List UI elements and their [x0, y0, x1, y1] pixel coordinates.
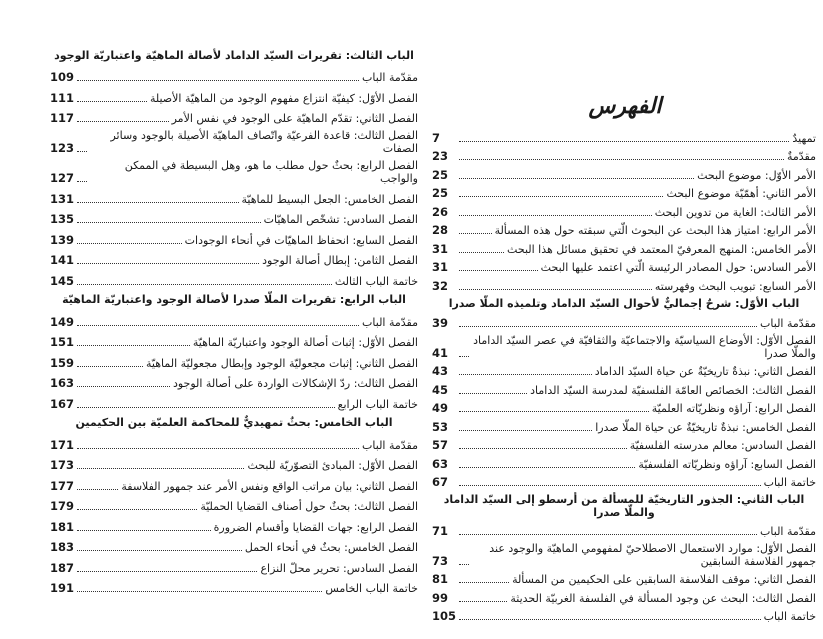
page-number: 131	[50, 191, 75, 206]
part-heading: الباب الثاني: الجذور التاريخيّة للمسألة من أرسطو إلى السيّد الداماد والملّا صدرا	[443, 493, 805, 519]
dot-leader	[77, 202, 239, 203]
dot-leader	[77, 181, 87, 182]
page-number: 99	[432, 590, 449, 605]
toc-entry[interactable]	[50, 208, 418, 229]
toc-entry[interactable]	[432, 436, 816, 455]
page-number: 111	[50, 90, 75, 105]
toc-entry[interactable]	[50, 392, 418, 413]
entry-title: خاتمة الباب	[763, 610, 816, 623]
dot-leader	[77, 489, 118, 490]
page-number: 171	[50, 437, 75, 452]
dot-leader	[459, 485, 761, 486]
dot-leader	[459, 196, 663, 197]
page-number: 187	[50, 560, 75, 575]
page-number: 159	[50, 355, 75, 370]
page-number: 26	[432, 204, 449, 219]
entry-title: الفصل السادس: تشخّص الماهيّات	[263, 213, 418, 226]
toc-entry[interactable]	[432, 540, 816, 570]
page-number: 43	[432, 364, 449, 378]
dot-leader	[77, 151, 87, 152]
entry-title: الفصل الرابع: بحثٌ حول مطلب ما هو، وهل البسيطة في الممكن والواجب	[124, 159, 418, 185]
toc-entry[interactable]	[50, 107, 418, 128]
page-number: 32	[432, 278, 449, 293]
dot-leader	[77, 591, 322, 592]
page-number: 151	[50, 335, 75, 349]
page-number: 139	[50, 232, 75, 247]
dot-leader	[459, 233, 492, 234]
toc-entry[interactable]	[50, 249, 418, 270]
dot-leader	[77, 325, 359, 326]
dot-leader	[77, 448, 359, 449]
dot-leader	[77, 345, 190, 346]
page-number: 167	[50, 396, 75, 411]
page-number: 25	[432, 167, 449, 182]
page-number: 63	[432, 456, 449, 471]
toc-right-column	[432, 128, 816, 625]
dot-leader	[77, 101, 147, 102]
toc-entry[interactable]	[432, 165, 816, 184]
toc-entry[interactable]	[432, 221, 816, 240]
entry-title: الفصل الأوّل: المبادئ التصوّريّة للبحث	[247, 459, 418, 472]
page-number: 179	[50, 499, 75, 513]
toc-entry[interactable]	[50, 556, 418, 577]
entry-title: الفصل الثالث: الخصائص العامّة الفلسفيّة لمدرسة السيّد الداماد	[530, 383, 816, 397]
entry-title: الفصل الرابع: جهات القضايا وأقسام الضرورة	[213, 520, 418, 534]
dot-leader	[459, 601, 507, 602]
dot-leader	[459, 252, 504, 253]
page-number: 57	[432, 438, 449, 452]
entry-title: الأمر الأوّل: موضوع البحث	[697, 168, 816, 182]
page-number: 105	[432, 609, 457, 623]
entry-title: الفصل الثالث: البحث عن وجود المسألة في الفلسفة الغربيّة الحديثة	[510, 591, 816, 605]
dot-leader	[459, 534, 757, 535]
toc-entry[interactable]	[432, 570, 816, 589]
entry-title: الفصل الأوّل: كيفيّة انتزاع مفهوم الوجود من الماهيّة الأصيلة	[149, 91, 418, 105]
dot-leader	[459, 430, 592, 431]
entry-title: الفصل الثاني: موقف الفلاسفة السابقين على الحكيمين من المسألة	[512, 573, 816, 586]
dot-leader	[77, 80, 359, 81]
page-number: 173	[50, 458, 75, 472]
entry-title: الفصل الخامس: الجعل البسيط للماهيّة	[241, 192, 418, 206]
entry-title: الفصل السابع: آراؤه ونظريّاته الفلسفيّة	[638, 457, 816, 471]
entry-title: خاتمة الباب الثالث	[334, 274, 418, 288]
toc-entry[interactable]	[50, 127, 418, 157]
toc-left-column	[50, 45, 418, 597]
entry-title: مقدّمةٌ	[786, 150, 816, 163]
toc-entry[interactable]	[50, 228, 418, 249]
page-number: 73	[432, 553, 449, 568]
dot-leader	[77, 263, 259, 264]
entry-title: الفصل السابع: انحفاظ الماهيّات في أنحاء الوجودات	[184, 233, 418, 247]
dot-leader	[459, 159, 784, 160]
entry-title: الفصل الخامس: بحثٌ في أنحاء الحمل	[244, 541, 418, 554]
entry-title: الأمر الرابع: امتياز هذا البحث عن البحوث الّتي سبقته حول هذه المسألة	[494, 224, 816, 237]
dot-leader	[77, 407, 335, 408]
page-number: 127	[50, 171, 75, 185]
toc-entry[interactable]	[432, 588, 816, 607]
page-number: 53	[432, 419, 449, 434]
dot-leader	[459, 411, 649, 412]
toc-entry[interactable]	[50, 66, 418, 87]
dot-leader	[77, 284, 332, 285]
dot-leader	[77, 386, 170, 387]
entry-title: الفصل الأوّل: إثبات أصالة الوجود واعتباريّة الماهيّة	[192, 336, 418, 349]
dot-leader	[459, 270, 538, 271]
dot-leader	[459, 374, 592, 375]
toc-entry[interactable]	[50, 495, 418, 516]
dot-leader	[459, 356, 469, 357]
part-heading: الباب الخامس: بحثٌ تمهيديٌّ للمحاكمة العلميّة بين الحكيمين	[75, 416, 393, 430]
entry-title: الفصل الرابع: آراؤه ونظريّاته العلميّة	[651, 402, 816, 415]
dot-leader	[77, 243, 182, 244]
dot-leader	[459, 564, 469, 565]
toc-entry[interactable]	[50, 310, 418, 331]
page-number: 145	[50, 273, 75, 288]
toc-entry[interactable]	[50, 577, 418, 598]
toc-entry[interactable]	[432, 276, 816, 295]
dot-leader	[459, 467, 635, 468]
entry-title: الأمر الخامس: المنهج المعرفيّ المعتمد في تحقيق مسائل هذا البحث	[507, 242, 816, 256]
toc-entry[interactable]	[432, 362, 816, 381]
entry-title: خاتمة الباب الخامس	[325, 582, 418, 595]
page-number: 31	[432, 241, 449, 256]
toc-entry[interactable]	[432, 607, 816, 626]
dot-leader	[77, 509, 197, 510]
page-number: 28	[432, 223, 449, 237]
toc-entry[interactable]	[50, 269, 418, 290]
dot-leader	[459, 215, 652, 216]
entry-title: الفصل السادس: تحرير محلّ النزاع	[260, 561, 418, 575]
dot-leader	[77, 366, 143, 367]
part-heading: الباب الرابع: تقريرات الملّا صدرا لأصالة الوجود واعتباريّة الماهيّة	[62, 293, 406, 307]
toc-entry[interactable]	[50, 515, 418, 536]
page-number: 123	[50, 141, 75, 155]
dot-leader	[77, 222, 261, 223]
entry-title: الفصل الثالث: بحثٌ حول أصناف القضايا الحمليّة	[200, 500, 418, 513]
toc-entry[interactable]	[432, 473, 816, 492]
entry-title: مقدّمة الباب	[362, 71, 418, 84]
entry-title: مقدّمة الباب	[362, 438, 418, 452]
toc-entry[interactable]	[432, 258, 816, 277]
toc-entry[interactable]	[50, 331, 418, 352]
toc-entry[interactable]	[432, 521, 816, 540]
entry-title: الأمر الثاني: أهمّيّة موضوع البحث	[666, 187, 816, 200]
entry-title: الفصل السادس: معالم مدرسته الفلسفيّة	[629, 439, 816, 452]
dot-leader	[77, 121, 169, 122]
toc-entry[interactable]	[50, 157, 418, 187]
page-title: الفهرس	[588, 94, 662, 119]
entry-title: مقدّمة الباب	[760, 524, 816, 538]
entry-title: مقدّمة الباب	[760, 316, 816, 330]
entry-title: الفصل الخامس: نبذةٌ تاريخيّةٌ عن حياة الملّا صدرا	[595, 420, 816, 434]
page-number: 183	[50, 540, 75, 554]
toc-entry[interactable]	[50, 433, 418, 454]
dot-leader	[77, 530, 211, 531]
entry-title: الفصل الثاني: نبذةٌ تاريخيّةٌ عن حياة السيّد الداماد	[594, 365, 816, 378]
page-number: 149	[50, 314, 75, 329]
toc-entry[interactable]	[50, 536, 418, 557]
page-number: 25	[432, 186, 449, 200]
page-number: 117	[50, 111, 75, 125]
dot-leader	[77, 571, 257, 572]
dot-leader	[459, 582, 509, 583]
page-number: 45	[432, 382, 449, 397]
page-number: 191	[50, 581, 75, 595]
toc-entry[interactable]	[432, 239, 816, 258]
entry-title: الفصل الثاني: تقدّم الماهيّة على الوجود في نفس الأمر	[171, 112, 418, 125]
toc-entry[interactable]	[432, 184, 816, 203]
part-heading: الباب الأوّل: شرحٌ إجماليٌّ لأحوال السيّد الداماد وتلميذه الملّا صدرا	[448, 297, 800, 311]
toc-entry[interactable]	[432, 128, 816, 147]
toc-entry[interactable]	[432, 313, 816, 332]
entry-title: الأمر السادس: حول المصادر الرئيسة الّتي اعتمد عليها البحث	[540, 261, 816, 274]
entry-title: الفصل الثالث: ردّ الإشكالات الواردة على أصالة الوجود	[172, 377, 418, 390]
toc-entry[interactable]	[50, 86, 418, 107]
toc-entry[interactable]	[50, 474, 418, 495]
dot-leader	[77, 468, 244, 469]
toc-entry[interactable]	[432, 454, 816, 473]
entry-title: تمهيدٌ	[792, 131, 816, 145]
dot-leader	[459, 289, 652, 290]
toc-entry[interactable]	[432, 380, 816, 399]
page-number: 135	[50, 212, 75, 226]
page-number: 41	[432, 345, 449, 360]
page-number: 109	[50, 70, 75, 84]
page-number: 39	[432, 315, 449, 330]
entry-title: الفصل الثاني: إثبات مجعوليّة الوجود وإبطال مجعوليّة الماهيّة	[146, 356, 418, 370]
page-number: 163	[50, 376, 75, 390]
toc-entry[interactable]	[432, 147, 816, 166]
page-number: 49	[432, 401, 449, 415]
toc-entry[interactable]	[432, 399, 816, 418]
part-heading: الباب الثالث: تقريرات السيّد الداماد لأصالة الماهيّة واعتباريّة الوجود	[54, 48, 414, 62]
dot-leader	[459, 326, 757, 327]
entry-title: الفصل الثاني: بيان مراتب الواقع ونفس الأمر عند جمهور الفلاسفة	[121, 479, 418, 493]
toc-entry[interactable]	[50, 351, 418, 372]
entry-title: خاتمة الباب	[763, 476, 816, 489]
entry-title: الفصل الثامن: إبطال أصالة الوجود	[262, 254, 418, 267]
toc-entry[interactable]	[50, 372, 418, 393]
page-number: 181	[50, 519, 75, 534]
page-number: 141	[50, 253, 75, 267]
dot-leader	[459, 619, 761, 620]
dot-leader	[459, 178, 694, 179]
entry-title: مقدّمة الباب	[362, 315, 418, 329]
page-number: 177	[50, 478, 75, 493]
dot-leader	[459, 448, 627, 449]
entry-title: الأمر الثالث: الغاية من تدوين البحث	[654, 205, 816, 219]
toc-entry[interactable]	[432, 332, 816, 362]
page-number: 81	[432, 572, 449, 586]
toc-entry[interactable]	[50, 187, 418, 208]
page-number: 71	[432, 523, 449, 538]
dot-leader	[77, 550, 242, 551]
entry-title: الفصل الثالث: قاعدة الفرعيّة واتّصاف الماهيّة الأصيلة بالوجود وسائر الصفات	[110, 129, 418, 155]
entry-title: الفصل الأوّل: الأوضاع السياسيّة والاجتماعيّة والثقافيّة في عصر السيّد الداماد والملّا صدرا	[473, 333, 816, 360]
entry-title: خاتمة الباب الرابع	[337, 397, 418, 411]
dot-leader	[459, 393, 527, 394]
toc-entry[interactable]	[432, 417, 816, 436]
toc-entry[interactable]	[50, 454, 418, 475]
entry-title: الأمر السابع: تبويب البحث وفهرسته	[654, 279, 816, 293]
dot-leader	[459, 141, 789, 142]
page-number: 31	[432, 260, 449, 274]
page-number: 67	[432, 475, 449, 489]
page-number: 7	[432, 130, 441, 145]
toc-entry[interactable]	[432, 202, 816, 221]
page-number: 23	[432, 149, 449, 163]
entry-title: الفصل الأوّل: موارد الاستعمال الاصطلاحيّ لمفهومي الماهيّة والوجود عند جمهور الفلاسفة السابقين	[489, 541, 816, 568]
